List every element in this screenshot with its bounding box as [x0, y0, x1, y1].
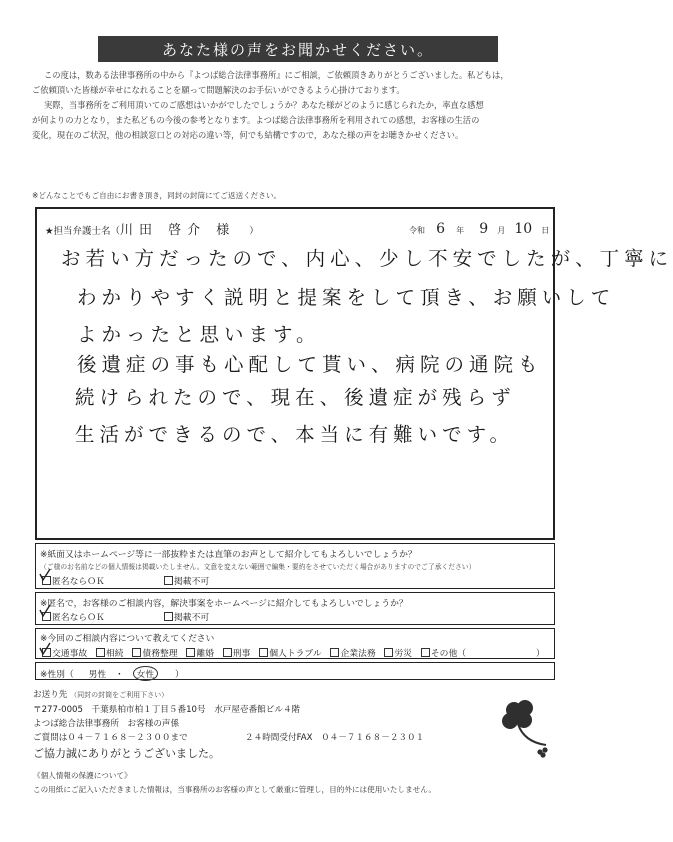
page-title: あなた様の声をお聞かせください。	[161, 40, 434, 59]
comment-line: 続けられたので、現在、後遺症が残らず	[75, 386, 516, 409]
option-other[interactable]: その他（	[421, 649, 466, 659]
intro-line: 実際，当事務所をご利用頂いてのご感想はいかがでしたでしょうか？あなた様がどのように感じられたか，率直な感想	[44, 100, 484, 110]
checkbox[interactable]	[164, 612, 173, 621]
date-line	[409, 218, 549, 237]
gender-separator: ・	[114, 670, 124, 680]
instruction-note: ※どんなことでもご自由にお書き頂き，同封の封筒にてご返送ください。	[32, 191, 282, 200]
comment-line: わかりやすく説明と提案をして頂き、お願いして	[77, 286, 616, 309]
checkbox[interactable]	[384, 648, 393, 657]
thanks-message: ご協力誠にありがとうございました。	[33, 747, 220, 760]
option-criminal[interactable]: 刑事	[223, 649, 251, 659]
checkbox[interactable]	[132, 648, 141, 657]
comment-box	[35, 207, 673, 540]
intro-line: ご依頼頂いた皆様が幸せになれることを願って問題解決のお手伝いができるよう心掛けております。	[32, 85, 405, 95]
q1-title: ※紙面又はホームページ等に一部抜粋または直筆のお声として紹介してもよろしいでしょうか？	[40, 550, 417, 560]
intro-line: 変化，現在のご状況，他の相談窓口との対応の違い等，何でも結構ですので，あなた様の声をお聴きかせください。	[32, 130, 464, 140]
question-category	[35, 628, 555, 659]
checkbox[interactable]	[186, 648, 195, 657]
comment-line: よかったと思います。	[77, 323, 321, 346]
date-day-unit: 日	[541, 226, 550, 235]
checkbox[interactable]	[330, 648, 339, 657]
checkbox[interactable]	[421, 648, 430, 657]
option-traffic-accident[interactable]: 交通事故	[42, 649, 87, 659]
q4-row	[40, 666, 184, 681]
clover-logo-icon	[494, 697, 554, 759]
send-address-heading	[33, 688, 168, 700]
comment-line: 生活ができるので、本当に有難いです。	[75, 423, 515, 446]
gender-male[interactable]: 男性	[88, 670, 107, 680]
q2-option-anonymous[interactable]: 匿名ならＯＫ	[42, 610, 105, 623]
q3-title: ※今回のご相談内容について教えてください	[40, 634, 215, 644]
date-year: 6	[436, 221, 446, 237]
send-note: （同封の封筒をご利用下さい）	[70, 691, 169, 699]
q2-option-decline[interactable]: 掲載不可	[164, 610, 209, 623]
postal-address: 〒277-0005 千葉県柏市柏１丁目５番10号 水戸屋壱番館ビル４階	[33, 705, 301, 715]
option-labor[interactable]: 労災	[384, 649, 412, 659]
intro-text	[32, 68, 567, 143]
q4-title: ※性別（	[40, 670, 74, 680]
send-label: お送り先	[33, 690, 68, 700]
privacy-text: この用紙にご記入いただきました情報は，当事務所のお客様の声として厳重に管理し，目的外には使用いたしません。	[33, 785, 436, 794]
date-month-unit: 月	[497, 226, 506, 235]
lawyer-close: ）	[249, 226, 259, 237]
privacy-title: 《個人情報の保護について》	[33, 771, 132, 780]
contact-fax: ２４時間受付FAX ０４－７１６８－２３０１	[245, 733, 425, 743]
date-month: 9	[479, 221, 489, 237]
option-debt[interactable]: 債務整理	[132, 649, 177, 659]
question-gender	[35, 662, 555, 680]
option-inheritance[interactable]: 相続	[96, 649, 124, 659]
q1-option-decline[interactable]: 掲載不可	[164, 574, 209, 587]
option-corporate[interactable]: 企業法務	[330, 649, 375, 659]
q1-subtext: （ご様のお名前などの個人情報は掲載いたしません。文意を変えない範囲で編集・要約をさせていただく場合がありますのでご了承ください）	[40, 563, 476, 571]
contact-phone: ご質問は０４－７１６８－２３００まで	[33, 733, 188, 743]
gender-female-circled[interactable]: 女性	[133, 666, 159, 681]
checkbox[interactable]	[223, 648, 232, 657]
date-day: 10	[514, 221, 533, 237]
q3-close: ）	[536, 649, 545, 659]
question-case	[35, 592, 555, 625]
checkbox[interactable]	[96, 648, 105, 657]
date-year-unit: 年	[456, 226, 465, 235]
option-personal-trouble[interactable]: 個人トラブル	[259, 649, 321, 659]
lawyer-label: ★担当弁護士名（	[45, 226, 121, 237]
q1-option-anonymous[interactable]: 匿名ならＯＫ	[42, 574, 105, 587]
q2-title: ※匿名で，お客様のご相談内容，解決事案をホームページに紹介してもよろしいでしょうか？	[40, 599, 408, 609]
checkbox[interactable]	[164, 576, 173, 585]
checkbox[interactable]	[259, 648, 268, 657]
lawyer-line	[45, 219, 259, 238]
office-name: よつば総合法律事務所 お客様の声係	[33, 719, 180, 729]
date-era: 令和	[409, 226, 425, 235]
intro-line: この度は，数ある法律事務所の中から『よつば総合法律事務所』にご相談，ご依頼頂きありがとうございました。私どもは，	[44, 70, 509, 80]
comment-line: 後遺症の事も心配して貰い、病院の通院も	[77, 353, 543, 376]
q4-close: ）	[174, 670, 184, 680]
title-banner	[98, 36, 498, 62]
option-divorce[interactable]: 離婚	[186, 649, 214, 659]
comment-line: お若い方だったので、内心、少し不安でしたが、丁寧に	[61, 247, 673, 270]
check-mark-icon	[38, 568, 52, 582]
question-publish	[35, 543, 555, 589]
intro-line: が何よりの力となり，また私どもの今後の参考となります。よつば総合法律事務所を利用されての感想，お客様の生活の	[32, 115, 480, 125]
q3-options	[42, 646, 466, 659]
check-mark-icon	[38, 642, 52, 656]
lawyer-name: 川田 啓介 様	[120, 223, 236, 238]
check-mark-icon	[38, 604, 52, 618]
